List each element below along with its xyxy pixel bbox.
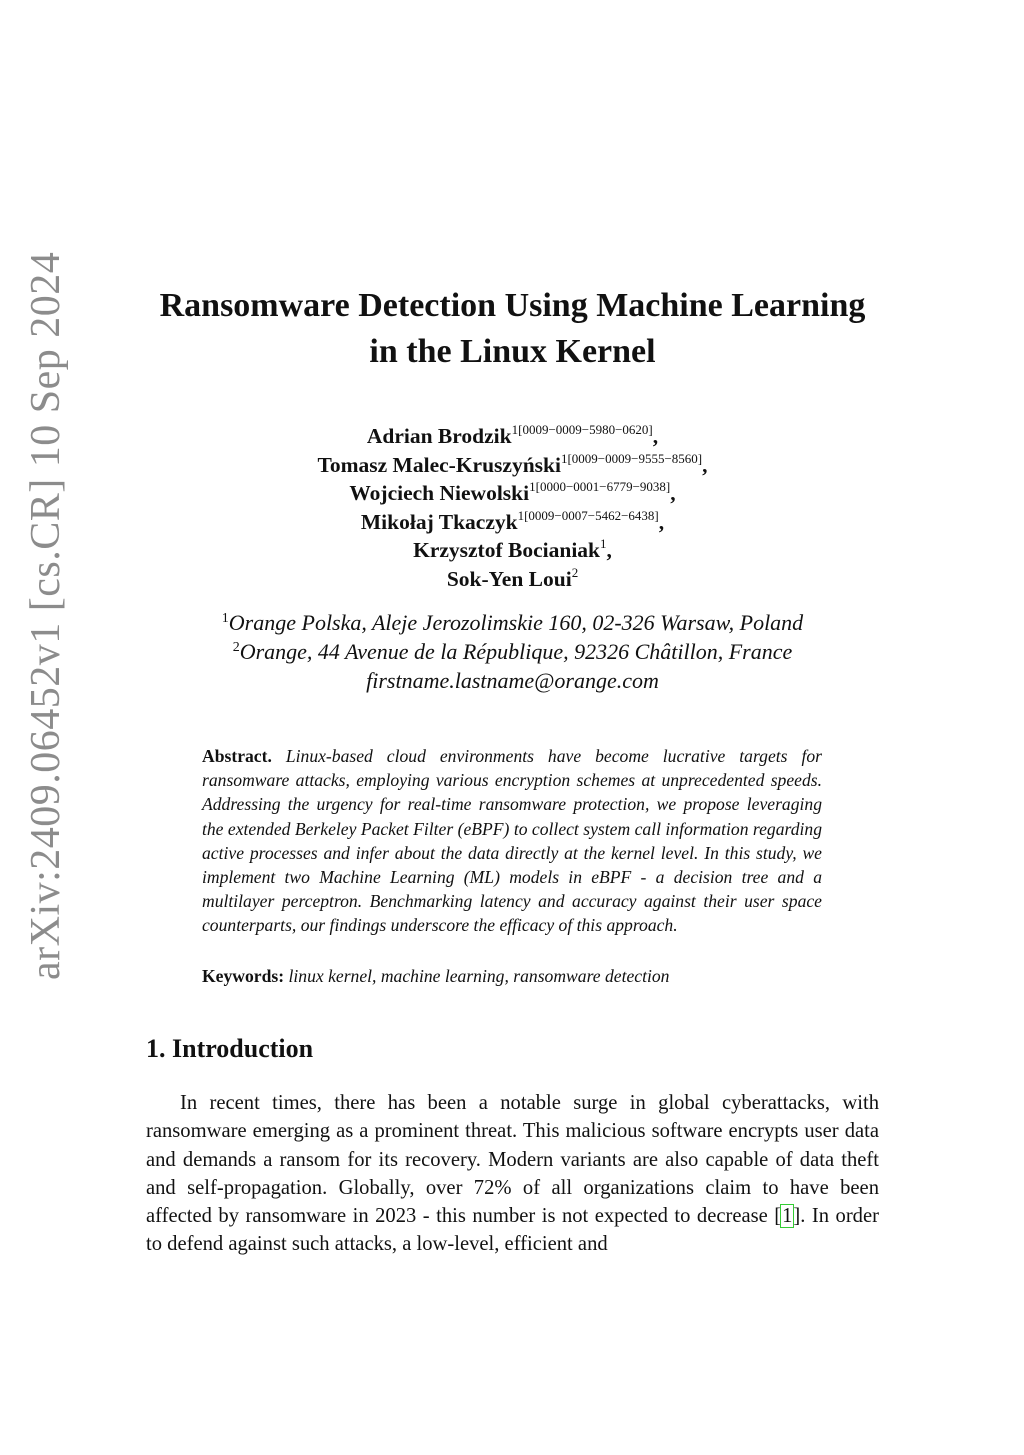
affiliation-line <box>146 608 879 637</box>
author-name: Sok-Yen Loui <box>446 566 572 591</box>
title-line-1: Ransomware Detection Using Machine Learning <box>159 287 866 324</box>
affiliations <box>146 608 879 695</box>
author-separator: , <box>658 509 665 534</box>
intro-text: In recent times, there has been a notable surge in global cyberattacks, with ransomware emerging as a prominent threat. This malicious software encrypts user data and demands a ransom for its recovery. Modern variants are also capable of data theft and self-propagation. Globally, over 72% of all organizations claim to have been affected by ransomware in 2023 - this number is not expected to decrease [ <box>146 1092 879 1228</box>
author-separator: , <box>670 481 676 505</box>
author-entry <box>146 479 879 508</box>
author-separator: , <box>606 538 612 562</box>
author-affiliation-mark: 2 <box>571 564 579 580</box>
affiliation-line <box>146 637 879 666</box>
introduction-paragraph <box>146 1089 879 1259</box>
author-entry <box>146 422 879 451</box>
author-separator: , <box>702 452 708 477</box>
affiliation-text: Orange Polska, Aleje Jerozolimskie 160, 02-326 Warsaw, Poland <box>228 610 804 635</box>
title-line-2: in the Linux Kernel <box>369 333 656 370</box>
author-orcid: 1[0009−0007−5462−6438] <box>517 507 659 523</box>
author-name: Wojciech Niewolski <box>349 481 530 505</box>
intro-text-continued: ]. In order to defend against such attacks, a low-level, efficient and <box>146 1205 879 1256</box>
author-list <box>146 422 879 593</box>
author-entry <box>146 451 879 480</box>
author-affiliation-mark: 1 <box>600 536 607 551</box>
section-heading-introduction: 1. Introduction <box>146 1034 314 1063</box>
author-name: Krzysztof Bocianiak <box>413 538 601 562</box>
abstract <box>202 744 822 938</box>
paper-title <box>146 283 879 375</box>
author-orcid: 1[0000−0001−6779−9038] <box>529 479 671 494</box>
author-separator: , <box>652 424 659 448</box>
author-orcid: 1[0009−0009−5980−0620] <box>511 422 653 437</box>
author-name: Tomasz Malec-Kruszyński <box>317 452 561 477</box>
keywords-label: Keywords: <box>202 966 285 986</box>
author-name: Adrian Brodzik <box>366 424 512 448</box>
abstract-text: Linux-based cloud environments have become lucrative targets for ransomware attacks, employing various encryption schemes at unprecedented speeds. Addressing the urgency for real-time ransomware protection, we propose leveraging the extended Berkeley Packet Filter (eBPF) to collect system call information regarding active processes and infer about the data directly at the kernel level. In this study, we implement two Machine Learning (ML) models in eBPF - a decision tree and a multilayer perceptron. Benchmarking latency and accuracy against their user space counterparts, our findings underscore the efficacy of this approach. <box>202 746 822 936</box>
author-name: Mikołaj Tkaczyk <box>360 509 518 534</box>
author-orcid: 1[0009−0009−9555−8560] <box>560 450 703 466</box>
arxiv-identifier-stamp: arXiv:2409.06452v1 [cs.CR] 10 Sep 2024 <box>23 251 69 980</box>
contact-email: firstname.lastname@orange.com <box>366 668 659 693</box>
citation-link[interactable]: 1 <box>782 1205 793 1228</box>
affiliation-text: Orange, 44 Avenue de la République, 92326 Châtillon, France <box>239 639 793 664</box>
author-entry <box>146 536 879 565</box>
keywords <box>202 964 822 988</box>
affiliation-mark: 2 <box>232 640 240 655</box>
author-entry <box>146 565 879 594</box>
abstract-label: Abstract. <box>202 746 272 766</box>
author-entry <box>146 508 879 537</box>
keywords-text: linux kernel, machine learning, ransomware detection <box>288 966 670 986</box>
affiliation-mark: 1 <box>221 611 229 626</box>
